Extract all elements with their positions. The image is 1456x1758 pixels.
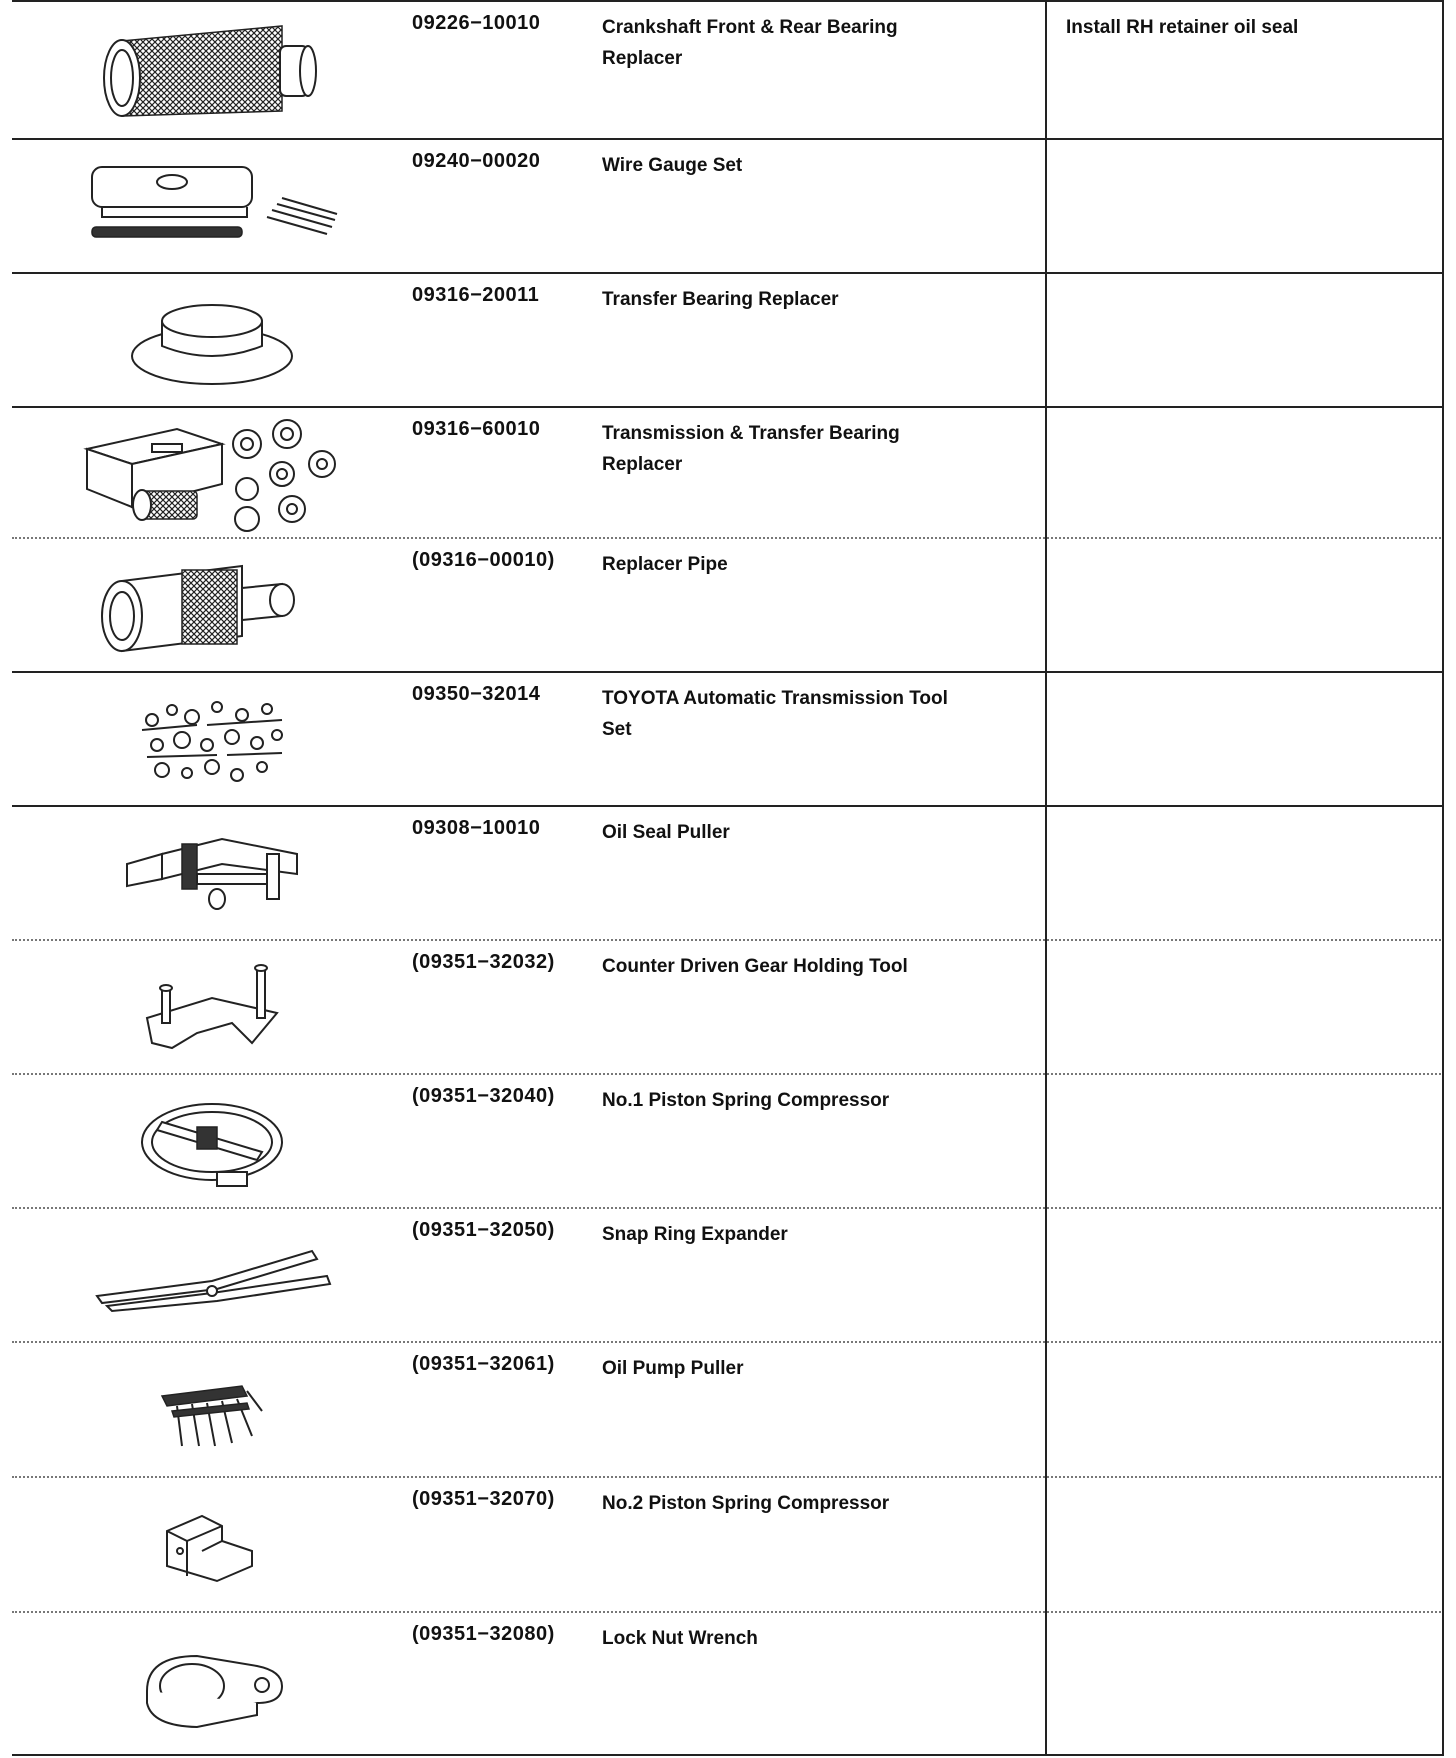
part-number: (09351−32061) [412, 1353, 555, 1375]
part-number: (09351−32080) [412, 1623, 555, 1645]
tool-name: Wire Gauge Set [602, 155, 743, 176]
table-row [12, 1611, 1444, 1758]
bearing-replacer-icon [12, 274, 412, 408]
tool-name: Transmission & Transfer Bearing Replacer [602, 423, 900, 475]
part-number: 09316−60010 [412, 418, 541, 440]
tool-name: Transfer Bearing Replacer [602, 289, 839, 310]
tool-name: Oil Seal Puller [602, 822, 730, 843]
part-number: (09351−32032) [412, 951, 555, 973]
part-number: 09350−32014 [412, 683, 541, 705]
part-number: (09351−32040) [412, 1085, 555, 1107]
wire-gauge-set-icon [12, 140, 412, 274]
part-number: 09316−20011 [412, 284, 540, 306]
snap-ring-expander-icon [12, 1209, 412, 1343]
right-border [1442, 0, 1444, 1756]
oil-seal-puller-icon [12, 807, 412, 941]
part-number: (09316−00010) [412, 549, 555, 571]
table-row [12, 939, 1444, 1075]
table-row [12, 1476, 1444, 1613]
tool-name: Oil Pump Puller [602, 1358, 744, 1379]
table-row [12, 0, 1444, 140]
table-row [12, 272, 1444, 408]
tool-name: Snap Ring Expander [602, 1224, 788, 1245]
part-number: (09351−32050) [412, 1219, 555, 1241]
piston-spring-compressor-icon [12, 1075, 412, 1209]
tool-name: Replacer Pipe [602, 554, 728, 575]
tool-name: No.1 Piston Spring Compressor [602, 1090, 890, 1111]
table-row [12, 805, 1444, 941]
special-tools-table [12, 0, 1444, 1756]
table-row [12, 1073, 1444, 1209]
tool-name: No.2 Piston Spring Compressor [602, 1493, 890, 1514]
tool-name: Lock Nut Wrench [602, 1628, 758, 1649]
tool-set-icon [12, 673, 412, 807]
table-row [12, 1341, 1444, 1478]
tool-name: Counter Driven Gear Holding Tool [602, 956, 908, 977]
column-divider [1045, 0, 1047, 1756]
cylinder-replacer-icon [12, 2, 412, 140]
spring-compressor-block-icon [12, 1478, 412, 1613]
table-row [12, 671, 1444, 807]
tool-name: TOYOTA Automatic Transmission Tool Set [602, 688, 948, 740]
part-number: 09226−10010 [412, 12, 541, 34]
table-row [12, 1207, 1444, 1343]
table-row [12, 406, 1444, 539]
table-row [12, 138, 1444, 274]
replacer-pipe-icon [12, 539, 412, 673]
table-row [12, 537, 1444, 673]
gear-holding-tool-icon [12, 941, 412, 1075]
tool-usage: Install RH retainer oil seal [1066, 17, 1299, 38]
replacer-set-icon [12, 408, 412, 539]
lock-nut-wrench-icon [12, 1613, 412, 1758]
tool-name: Crankshaft Front & Rear Bearing Replacer [602, 17, 898, 69]
oil-pump-puller-icon [12, 1343, 412, 1478]
part-number: 09308−10010 [412, 817, 541, 839]
part-number: 09240−00020 [412, 150, 541, 172]
part-number: (09351−32070) [412, 1488, 555, 1510]
